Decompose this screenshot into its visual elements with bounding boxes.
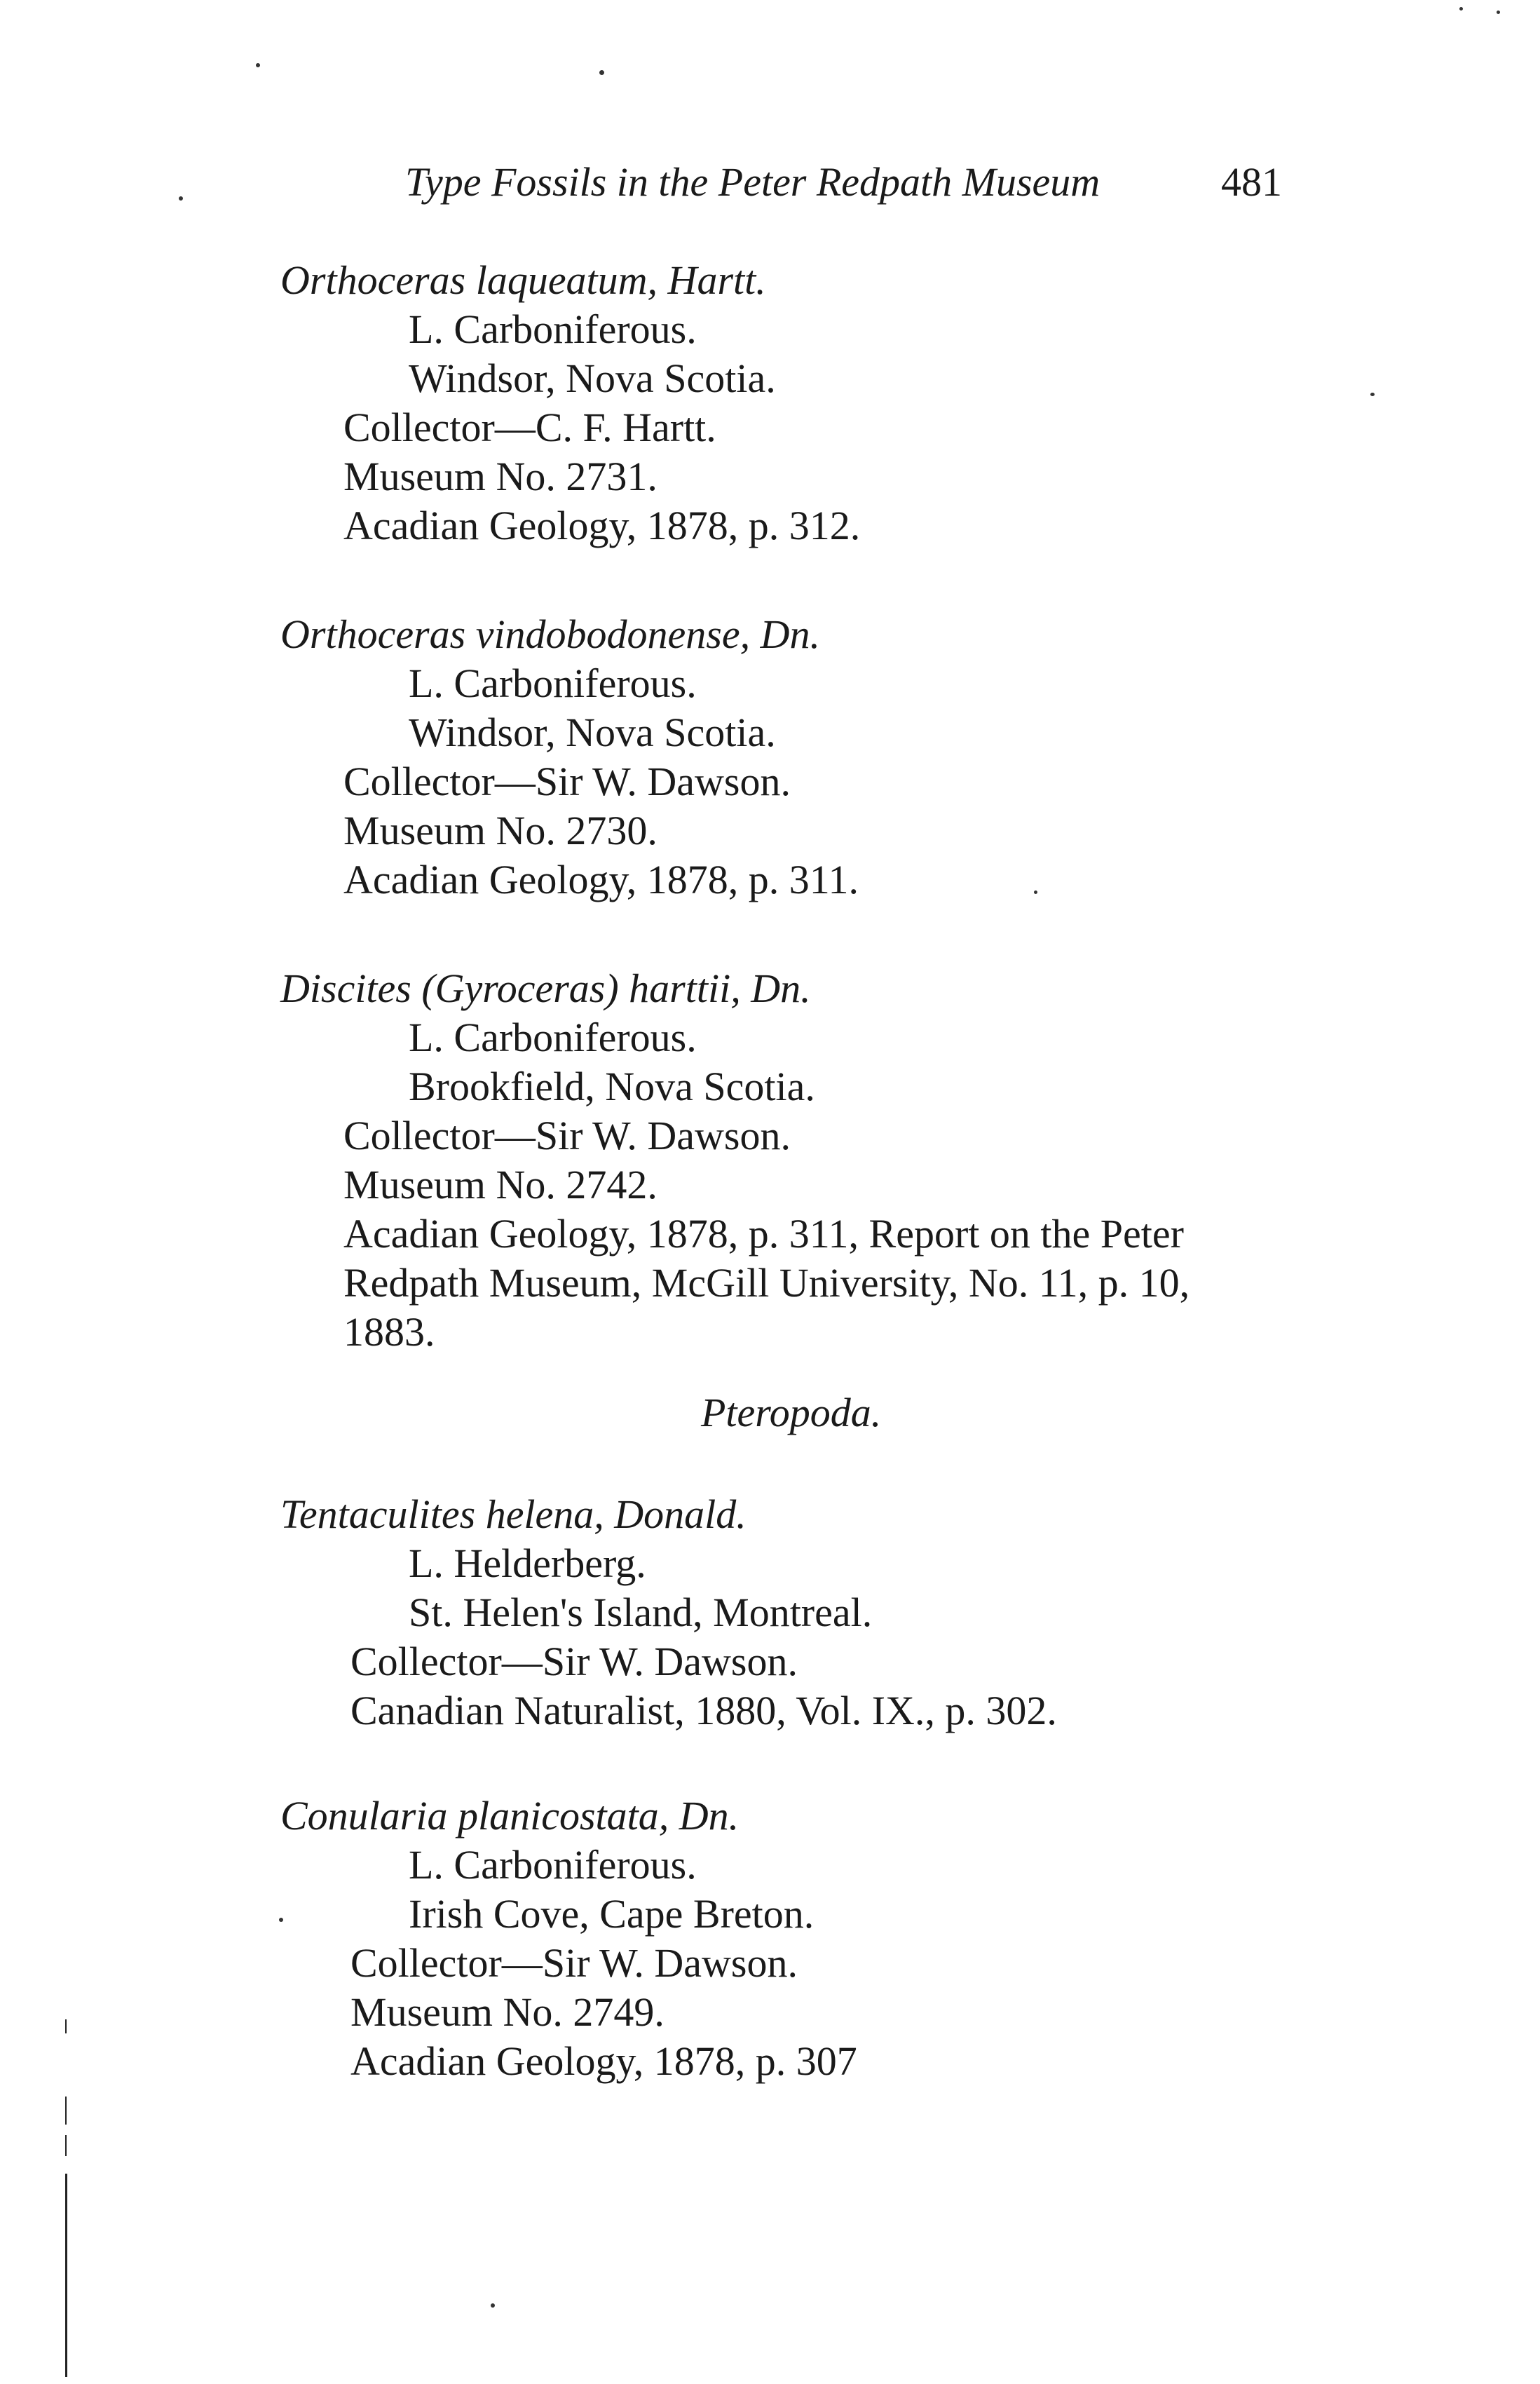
entry-line: Brookfield, Nova Scotia. <box>409 1064 815 1109</box>
entry-line: Acadian Geology, 1878, p. 311, Report on the Peter <box>343 1211 1184 1257</box>
entry-line: L. Carboniferous. <box>409 1015 697 1060</box>
entry-line: Collector—C. F. Hartt. <box>343 405 716 450</box>
species-name: Tentaculites helena, Donald. <box>280 1491 747 1537</box>
scan-edge-line <box>65 2174 67 2377</box>
entry-line: L. Carboniferous. <box>409 1842 697 1888</box>
section-heading: Pteropoda. <box>701 1390 882 1435</box>
entry-line: Acadian Geology, 1878, p. 311. <box>343 857 859 902</box>
entry-line: L. Carboniferous. <box>409 661 697 706</box>
entry-line: Windsor, Nova Scotia. <box>409 355 776 401</box>
entry-line: Collector—Sir W. Dawson. <box>343 759 791 804</box>
species-name: Discites (Gyroceras) harttii, Dn. <box>280 966 811 1011</box>
entry-line: 1883. <box>343 1309 435 1355</box>
scan-speck <box>1497 11 1500 14</box>
entry-line: Collector—Sir W. Dawson. <box>350 1940 798 1986</box>
scan-edge-line <box>65 2097 67 2125</box>
scan-speck <box>179 196 183 201</box>
scan-speck <box>279 1918 283 1922</box>
entry-line: Acadian Geology, 1878, p. 307 <box>350 2038 857 2084</box>
species-name: Orthoceras laqueatum, Hartt. <box>280 257 766 303</box>
scan-edge-line <box>65 2019 67 2033</box>
scan-speck <box>1034 890 1037 894</box>
species-name: Conularia planicostata, Dn. <box>280 1793 740 1838</box>
entry-line: Collector—Sir W. Dawson. <box>343 1113 791 1158</box>
running-title: Type Fossils in the Peter Redpath Museum <box>405 159 1101 205</box>
scan-speck <box>599 70 604 75</box>
entry-line: Museum No. 2742. <box>343 1162 657 1207</box>
entry-line: Museum No. 2731. <box>343 454 657 499</box>
entry-line: Museum No. 2749. <box>350 1989 665 2035</box>
scan-speck <box>1370 393 1375 396</box>
entry-line: Redpath Museum, McGill University, No. 11, p. 10, <box>343 1260 1190 1306</box>
entry-line: Museum No. 2730. <box>343 808 657 853</box>
running-head <box>0 154 1540 210</box>
entry-line: Windsor, Nova Scotia. <box>409 710 776 755</box>
page-number: 481 <box>1221 159 1282 205</box>
entry-line: L. Carboniferous. <box>409 306 697 352</box>
entry-line: St. Helen's Island, Montreal. <box>409 1590 873 1635</box>
entry-line: Irish Cove, Cape Breton. <box>409 1891 815 1937</box>
scan-speck <box>1459 7 1463 11</box>
species-name: Orthoceras vindobodonense, Dn. <box>280 611 821 657</box>
scan-speck <box>256 63 260 67</box>
scan-edge-line <box>65 2135 67 2156</box>
scan-speck <box>491 2303 495 2308</box>
entry-line: L. Helderberg. <box>409 1540 646 1586</box>
entry-line: Acadian Geology, 1878, p. 312. <box>343 503 861 548</box>
entry-line: Collector—Sir W. Dawson. <box>350 1639 798 1684</box>
entry-line: Canadian Naturalist, 1880, Vol. IX., p. 302. <box>350 1688 1057 1733</box>
